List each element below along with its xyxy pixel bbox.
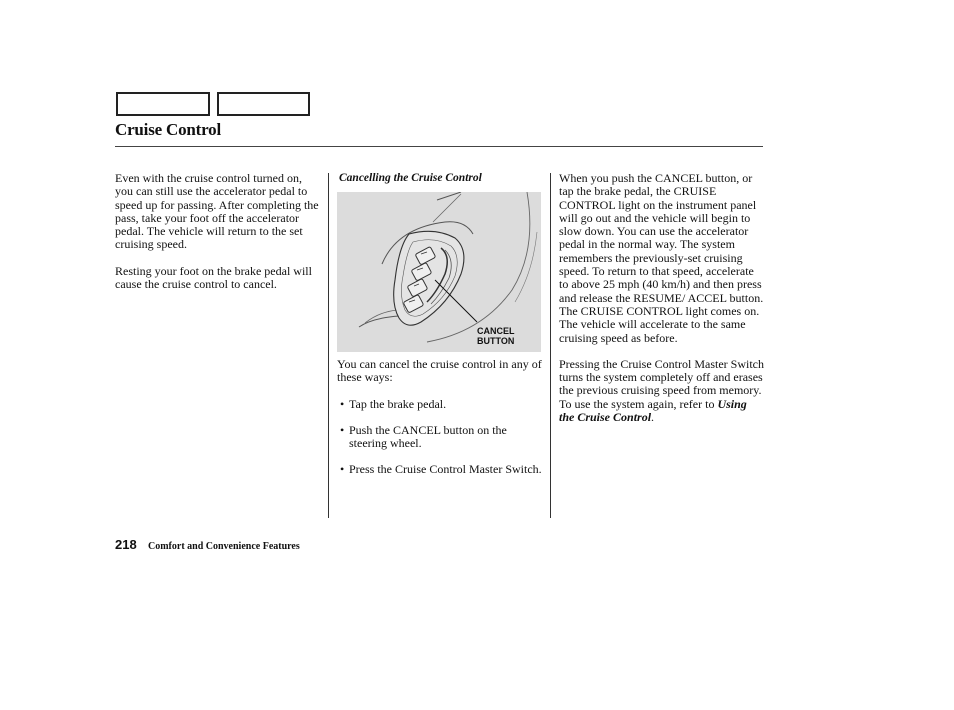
column-1-paragraph-1: Even with the cruise control turned on, you can still use the accelerator pedal to speed up for passing. After completing the pass, take your foot off the accelerator pedal. The vehicle will return to the set cruising speed.: [115, 171, 319, 252]
list-item: • Tap the brake pedal.: [337, 398, 545, 411]
list-item: • Push the CANCEL button on the steering wheel.: [337, 424, 545, 451]
header-tab-box-1: [116, 92, 210, 116]
subheading-cancelling: Cancelling the Cruise Control: [339, 172, 482, 184]
column-3-paragraph-2: [559, 358, 765, 424]
column-2-body: [337, 358, 545, 477]
title-divider: [115, 146, 763, 147]
page-title: Cruise Control: [115, 120, 221, 139]
column-3-paragraph-1: When you push the CANCEL button, or tap the brake pedal, the CRUISE CONTROL light on the instrument panel will go out and the vehicle will begin to slow down. You can use the accelerator pedal in the normal way. The system remembers the previously-set cruising speed. To return to that speed, accelerate to above 25 mph (40 km/h) and then press and release the RESUME/ ACCEL button. The CRUISE CONTROL light comes on. The vehicle will accelerate to the same cruising speed as before.: [559, 171, 764, 345]
page-number: 218: [115, 537, 137, 552]
figure-label-button: BUTTON: [477, 336, 515, 346]
column-1: [115, 172, 322, 291]
column-3-paragraph-2-text: Pressing the Cruise Control Master Switch turns the system completely off and erases the previous cruising speed from memory. To use the system again, refer to: [559, 356, 764, 411]
column-3: [559, 172, 765, 424]
column-1-paragraph-2: Resting your foot on the brake pedal will cause the cruise control to cancel.: [115, 263, 312, 292]
steering-wheel-illustration: [337, 192, 541, 352]
section-footer: Comfort and Convenience Features: [148, 541, 300, 552]
column-divider-2: [550, 173, 551, 518]
cancel-intro: You can cancel the cruise control in any of these ways:: [337, 357, 542, 385]
header-tab-box-2: [217, 92, 310, 116]
cancel-methods-list: [337, 398, 545, 477]
figure-label-cancel: CANCEL: [477, 326, 515, 336]
column-3-paragraph-2-end: .: [651, 410, 655, 425]
using-cruise-control-reference: Using the Cruise Control: [559, 396, 747, 425]
column-divider-1: [328, 173, 329, 518]
list-item: • Press the Cruise Control Master Switch.: [337, 463, 545, 476]
